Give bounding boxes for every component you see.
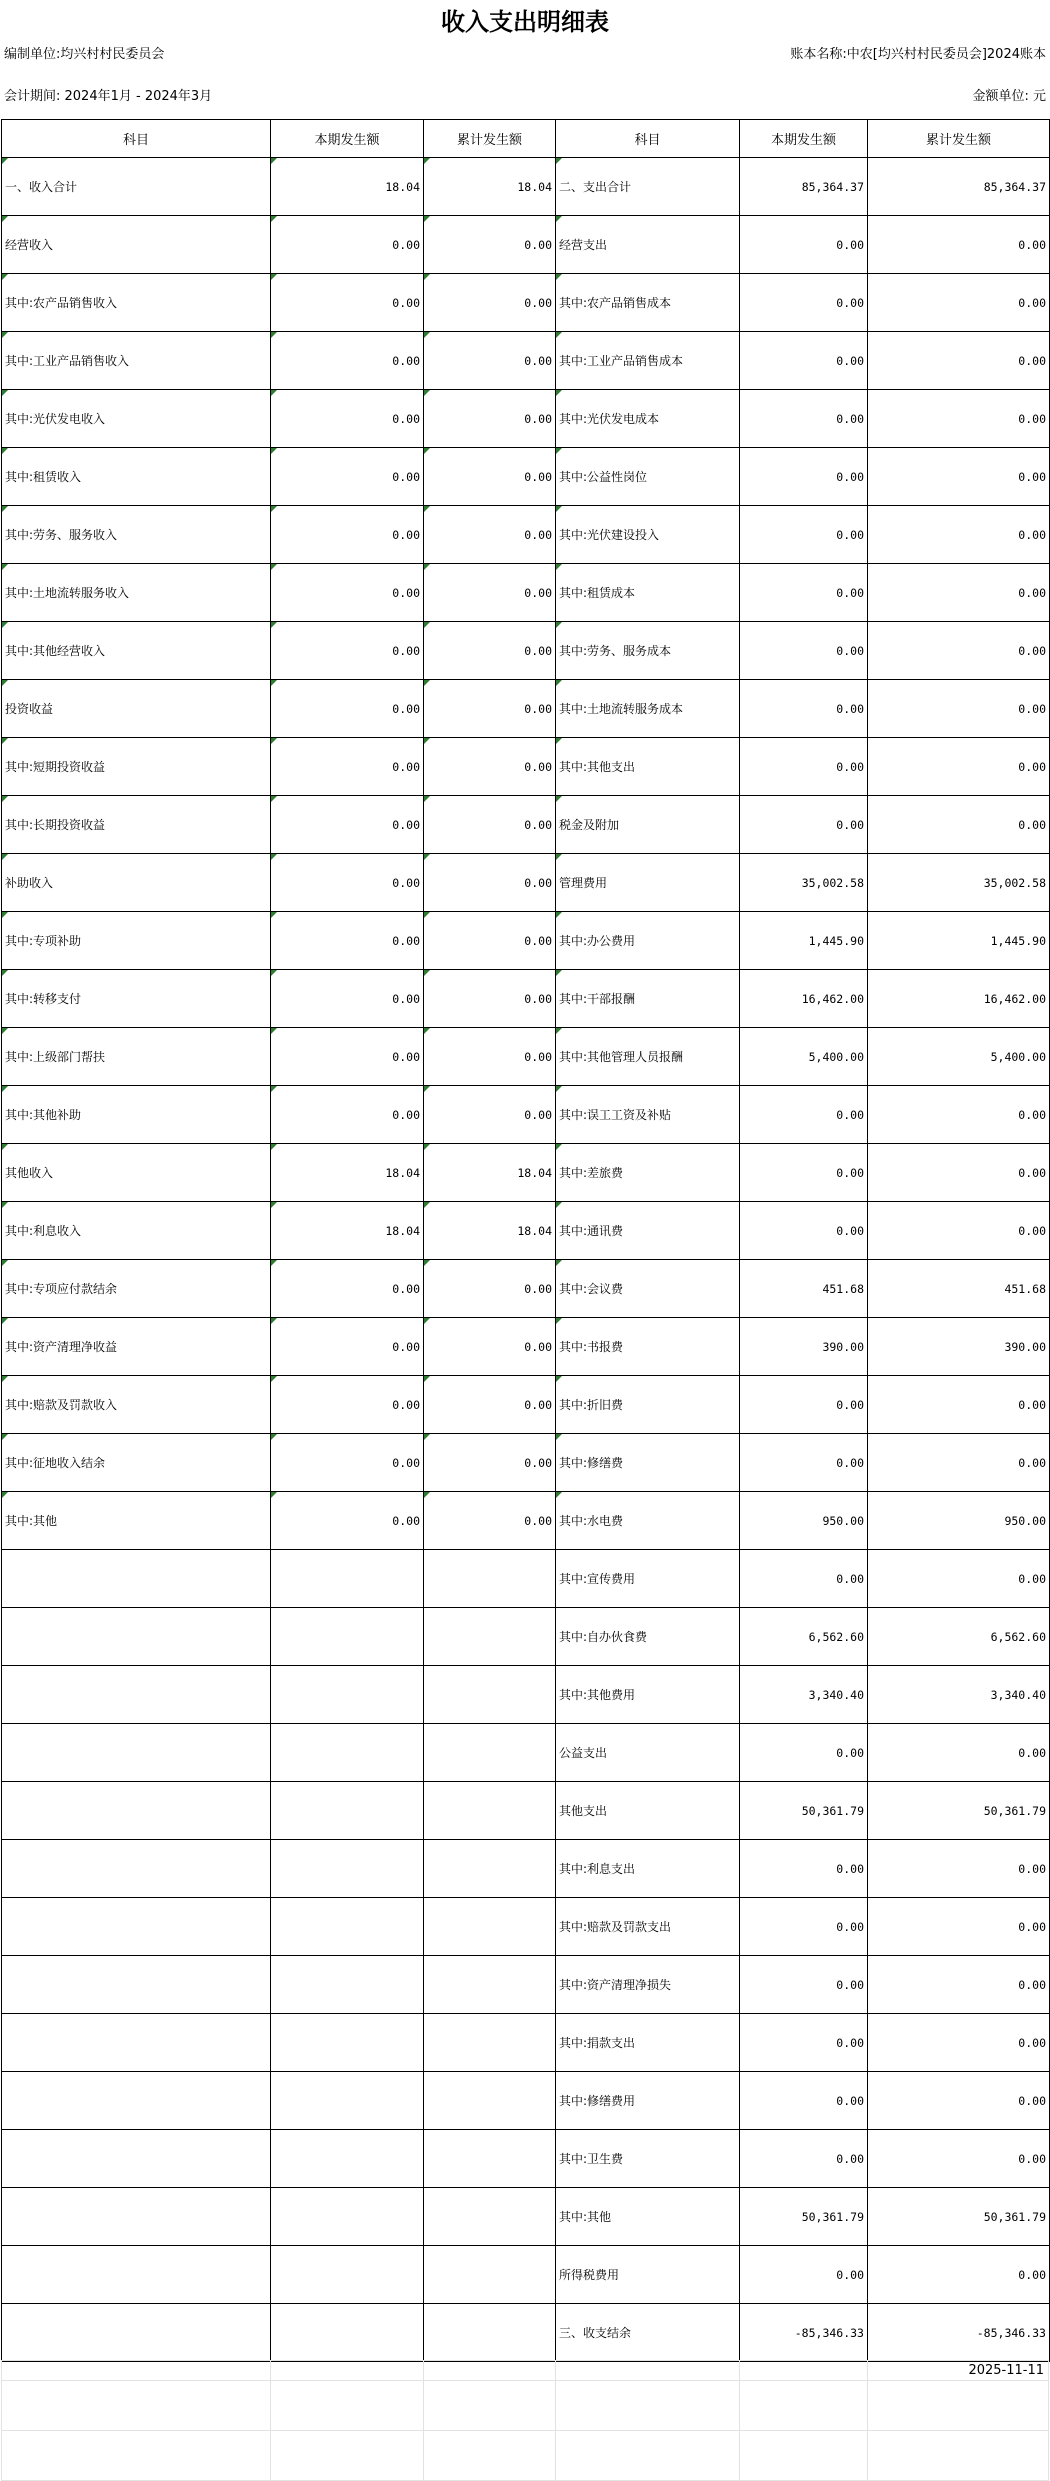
report-title: 收入支出明细表 [441, 8, 609, 36]
table-row [2, 1724, 1050, 1782]
income-cumulative-cell [424, 2246, 556, 2304]
income-subject-cell: 其中:农产品销售收入 [2, 274, 271, 332]
expense-current-cell: 0.00 [740, 1898, 868, 1956]
table-row [2, 1318, 1050, 1376]
income-cumulative-cell: 0.00 [424, 1028, 556, 1086]
expense-cumulative-cell: 0.00 [868, 1376, 1050, 1434]
expense-subject-cell: 其中:修缮费用 [556, 2072, 740, 2130]
expense-cumulative-cell: 0.00 [868, 2246, 1050, 2304]
income-cumulative-cell: 0.00 [424, 564, 556, 622]
income-current-cell: 0.00 [271, 1086, 424, 1144]
expense-current-cell: 0.00 [740, 1202, 868, 1260]
expense-subject-cell: 其中:会议费 [556, 1260, 740, 1318]
expense-cumulative-cell: 0.00 [868, 2072, 1050, 2130]
expense-current-cell: 0.00 [740, 564, 868, 622]
expense-subject-cell: 其中:水电费 [556, 1492, 740, 1550]
expense-subject-cell: 其中:卫生费 [556, 2130, 740, 2188]
table-row [2, 1086, 1050, 1144]
expense-cumulative-cell: 0.00 [868, 1898, 1050, 1956]
income-current-cell: 0.00 [271, 796, 424, 854]
income-cumulative-cell: 0.00 [424, 216, 556, 274]
expense-current-cell: 1,445.90 [740, 912, 868, 970]
expense-cumulative-cell: 451.68 [868, 1260, 1050, 1318]
income-current-cell: 0.00 [271, 564, 424, 622]
expense-cumulative-cell: 0.00 [868, 216, 1050, 274]
expense-current-cell: 3,340.40 [740, 1666, 868, 1724]
income-subject-cell [2, 1608, 271, 1666]
expense-subject-cell: 税金及附加 [556, 796, 740, 854]
expense-current-cell: 0.00 [740, 2072, 868, 2130]
income-subject-cell: 其中:专项应付款结余 [2, 1260, 271, 1318]
income-cumulative-cell: 0.00 [424, 912, 556, 970]
accounting-period: 会计期间: 2024年1月 - 2024年3月 [4, 89, 213, 104]
expense-current-cell: 5,400.00 [740, 1028, 868, 1086]
expense-current-cell: -85,346.33 [740, 2304, 868, 2362]
expense-cumulative-cell: 0.00 [868, 1434, 1050, 1492]
income-cumulative-cell: 0.00 [424, 1318, 556, 1376]
income-cumulative-cell: 18.04 [424, 1144, 556, 1202]
income-subject-cell [2, 2246, 271, 2304]
expense-subject-cell: 其中:其他管理人员报酬 [556, 1028, 740, 1086]
income-subject-cell: 其中:光伏发电收入 [2, 390, 271, 448]
expense-subject-cell: 其中:其他 [556, 2188, 740, 2246]
income-subject-cell [2, 1666, 271, 1724]
table-row [2, 2188, 1050, 2246]
account-name: 账本名称:中农[均兴村村民委员会]2024账本 [790, 47, 1046, 62]
income-subject-cell [2, 2014, 271, 2072]
expense-current-cell: 0.00 [740, 1550, 868, 1608]
expense-subject-cell: 其中:自办伙食费 [556, 1608, 740, 1666]
expense-cumulative-cell: 0.00 [868, 1550, 1050, 1608]
expense-cumulative-cell: 0.00 [868, 390, 1050, 448]
income-subject-cell: 其中:征地收入结余 [2, 1434, 271, 1492]
income-subject-cell: 其他收入 [2, 1144, 271, 1202]
expense-current-cell: 0.00 [740, 796, 868, 854]
income-subject-cell: 其中:上级部门帮扶 [2, 1028, 271, 1086]
table-row [2, 1898, 1050, 1956]
income-cumulative-cell [424, 1550, 556, 1608]
table-row [2, 680, 1050, 738]
income-current-cell: 0.00 [271, 1028, 424, 1086]
expense-cumulative-cell: 950.00 [868, 1492, 1050, 1550]
income-cumulative-cell [424, 1666, 556, 1724]
income-subject-cell: 其中:其他经营收入 [2, 622, 271, 680]
income-current-cell [271, 1550, 424, 1608]
table-row [2, 1202, 1050, 1260]
expense-current-cell: 390.00 [740, 1318, 868, 1376]
expense-cumulative-cell: 0.00 [868, 680, 1050, 738]
income-subject-cell: 其中:转移支付 [2, 970, 271, 1028]
income-current-cell: 0.00 [271, 332, 424, 390]
expense-cumulative-cell: 0.00 [868, 1724, 1050, 1782]
expense-subject-cell: 经营支出 [556, 216, 740, 274]
header-subject-expense: 科目 [556, 120, 740, 158]
table-row [2, 622, 1050, 680]
expense-current-cell: 451.68 [740, 1260, 868, 1318]
income-current-cell [271, 2246, 424, 2304]
income-current-cell: 18.04 [271, 1144, 424, 1202]
expense-subject-cell: 其中:差旅费 [556, 1144, 740, 1202]
expense-cumulative-cell: 0.00 [868, 622, 1050, 680]
income-current-cell [271, 1898, 424, 1956]
expense-cumulative-cell: 35,002.58 [868, 854, 1050, 912]
income-cumulative-cell: 0.00 [424, 970, 556, 1028]
income-cumulative-cell: 0.00 [424, 506, 556, 564]
income-cumulative-cell: 0.00 [424, 680, 556, 738]
income-cumulative-cell: 0.00 [424, 1260, 556, 1318]
table-row [2, 448, 1050, 506]
table-row [2, 1434, 1050, 1492]
expense-current-cell: 0.00 [740, 1956, 868, 2014]
expense-current-cell: 0.00 [740, 1086, 868, 1144]
income-subject-cell: 其中:资产清理净收益 [2, 1318, 271, 1376]
expense-cumulative-cell: 0.00 [868, 1144, 1050, 1202]
income-subject-cell [2, 2130, 271, 2188]
expense-subject-cell: 其中:宣传费用 [556, 1550, 740, 1608]
table-row [2, 2130, 1050, 2188]
table-row [2, 1492, 1050, 1550]
expense-current-cell: 0.00 [740, 332, 868, 390]
income-subject-cell [2, 1550, 271, 1608]
income-cumulative-cell: 0.00 [424, 390, 556, 448]
income-current-cell: 0.00 [271, 738, 424, 796]
income-subject-cell: 其中:利息收入 [2, 1202, 271, 1260]
expense-subject-cell: 其中:修缮费 [556, 1434, 740, 1492]
income-current-cell: 0.00 [271, 1434, 424, 1492]
table-row [2, 1782, 1050, 1840]
table-row [2, 854, 1050, 912]
footer-blank-grid [1, 2360, 1049, 2481]
income-subject-cell [2, 1840, 271, 1898]
income-cumulative-cell [424, 1956, 556, 2014]
expense-cumulative-cell: 0.00 [868, 506, 1050, 564]
income-current-cell [271, 1840, 424, 1898]
income-current-cell [271, 2130, 424, 2188]
expense-cumulative-cell: 0.00 [868, 332, 1050, 390]
expense-subject-cell: 其中:利息支出 [556, 1840, 740, 1898]
income-current-cell [271, 2072, 424, 2130]
table-row [2, 1144, 1050, 1202]
table-row [2, 738, 1050, 796]
income-cumulative-cell: 18.04 [424, 158, 556, 216]
table-row [2, 1028, 1050, 1086]
income-cumulative-cell [424, 2072, 556, 2130]
expense-subject-cell: 二、支出合计 [556, 158, 740, 216]
expense-subject-cell: 管理费用 [556, 854, 740, 912]
income-cumulative-cell [424, 2014, 556, 2072]
expense-cumulative-cell: 0.00 [868, 796, 1050, 854]
income-current-cell: 0.00 [271, 216, 424, 274]
expense-cumulative-cell: 3,340.40 [868, 1666, 1050, 1724]
expense-current-cell: 0.00 [740, 1144, 868, 1202]
income-cumulative-cell: 0.00 [424, 274, 556, 332]
income-subject-cell: 一、收入合计 [2, 158, 271, 216]
header-subject-income: 科目 [2, 120, 271, 158]
income-cumulative-cell [424, 1840, 556, 1898]
income-subject-cell [2, 2188, 271, 2246]
expense-subject-cell: 三、收支结余 [556, 2304, 740, 2362]
expense-current-cell: 6,562.60 [740, 1608, 868, 1666]
income-subject-cell: 投资收益 [2, 680, 271, 738]
table-row [2, 1956, 1050, 2014]
income-current-cell [271, 1782, 424, 1840]
expense-current-cell: 0.00 [740, 1840, 868, 1898]
expense-cumulative-cell: 50,361.79 [868, 1782, 1050, 1840]
table-row [2, 1550, 1050, 1608]
income-subject-cell: 其中:租赁收入 [2, 448, 271, 506]
income-cumulative-cell: 0.00 [424, 622, 556, 680]
income-current-cell [271, 2304, 424, 2362]
income-current-cell [271, 1666, 424, 1724]
expense-subject-cell: 其中:办公费用 [556, 912, 740, 970]
expense-subject-cell: 其他支出 [556, 1782, 740, 1840]
income-cumulative-cell [424, 1724, 556, 1782]
income-subject-cell [2, 2304, 271, 2362]
print-date: 2025-11-11 [968, 2363, 1044, 2378]
expense-current-cell: 50,361.79 [740, 2188, 868, 2246]
income-cumulative-cell: 0.00 [424, 796, 556, 854]
expense-current-cell: 0.00 [740, 1724, 868, 1782]
table-row [2, 158, 1050, 216]
expense-subject-cell: 其中:捐款支出 [556, 2014, 740, 2072]
expense-cumulative-cell: 16,462.00 [868, 970, 1050, 1028]
income-current-cell: 0.00 [271, 680, 424, 738]
income-subject-cell [2, 1898, 271, 1956]
expense-subject-cell: 其中:干部报酬 [556, 970, 740, 1028]
expense-subject-cell: 其中:光伏建设投入 [556, 506, 740, 564]
table-row [2, 332, 1050, 390]
expense-subject-cell: 其中:通讯费 [556, 1202, 740, 1260]
income-current-cell [271, 1608, 424, 1666]
compiler-unit: 编制单位:均兴村村民委员会 [4, 47, 165, 62]
expense-subject-cell: 其中:工业产品销售成本 [556, 332, 740, 390]
table-row [2, 2304, 1050, 2362]
header-cumulative-income: 累计发生额 [424, 120, 556, 158]
expense-cumulative-cell: 0.00 [868, 564, 1050, 622]
table-row [2, 970, 1050, 1028]
expense-current-cell: 0.00 [740, 274, 868, 332]
expense-current-cell: 0.00 [740, 1376, 868, 1434]
expense-current-cell: 0.00 [740, 1434, 868, 1492]
expense-current-cell: 16,462.00 [740, 970, 868, 1028]
income-cumulative-cell [424, 1608, 556, 1666]
income-subject-cell: 其中:其他 [2, 1492, 271, 1550]
expense-current-cell: 85,364.37 [740, 158, 868, 216]
income-current-cell: 0.00 [271, 274, 424, 332]
header-cumulative-expense: 累计发生额 [868, 120, 1050, 158]
income-current-cell: 0.00 [271, 854, 424, 912]
income-current-cell [271, 1724, 424, 1782]
income-current-cell: 18.04 [271, 158, 424, 216]
expense-subject-cell: 其中:公益性岗位 [556, 448, 740, 506]
expense-subject-cell: 其中:折旧费 [556, 1376, 740, 1434]
income-subject-cell: 经营收入 [2, 216, 271, 274]
income-subject-cell [2, 1724, 271, 1782]
table-header-row [2, 120, 1050, 158]
money-unit: 金额单位: 元 [972, 89, 1046, 104]
expense-current-cell: 50,361.79 [740, 1782, 868, 1840]
expense-subject-cell: 其中:其他支出 [556, 738, 740, 796]
income-cumulative-cell [424, 2188, 556, 2246]
expense-current-cell: 0.00 [740, 2246, 868, 2304]
income-current-cell [271, 2014, 424, 2072]
income-cumulative-cell [424, 2304, 556, 2362]
income-cumulative-cell [424, 2130, 556, 2188]
income-subject-cell: 其中:工业产品销售收入 [2, 332, 271, 390]
expense-current-cell: 0.00 [740, 506, 868, 564]
expense-cumulative-cell: 85,364.37 [868, 158, 1050, 216]
expense-subject-cell: 其中:资产清理净损失 [556, 1956, 740, 2014]
expense-current-cell: 35,002.58 [740, 854, 868, 912]
table-row [2, 1666, 1050, 1724]
expense-subject-cell: 其中:误工工资及补贴 [556, 1086, 740, 1144]
income-cumulative-cell: 0.00 [424, 332, 556, 390]
expense-subject-cell: 其中:劳务、服务成本 [556, 622, 740, 680]
income-current-cell: 0.00 [271, 390, 424, 448]
table-row [2, 506, 1050, 564]
income-subject-cell: 补助收入 [2, 854, 271, 912]
income-cumulative-cell [424, 1782, 556, 1840]
income-subject-cell [2, 1956, 271, 2014]
income-current-cell: 0.00 [271, 970, 424, 1028]
expense-cumulative-cell: 0.00 [868, 1840, 1050, 1898]
expense-current-cell: 0.00 [740, 2130, 868, 2188]
expense-cumulative-cell: 0.00 [868, 2130, 1050, 2188]
expense-subject-cell: 公益支出 [556, 1724, 740, 1782]
expense-current-cell: 0.00 [740, 680, 868, 738]
table-row [2, 564, 1050, 622]
income-current-cell [271, 2188, 424, 2246]
expense-subject-cell: 其中:农产品销售成本 [556, 274, 740, 332]
expense-cumulative-cell: 0.00 [868, 448, 1050, 506]
expense-cumulative-cell: 0.00 [868, 738, 1050, 796]
expense-current-cell: 0.00 [740, 216, 868, 274]
income-cumulative-cell: 0.00 [424, 854, 556, 912]
table-row [2, 1608, 1050, 1666]
expense-cumulative-cell: 390.00 [868, 1318, 1050, 1376]
header-current-expense: 本期发生额 [740, 120, 868, 158]
income-current-cell: 0.00 [271, 506, 424, 564]
income-current-cell: 0.00 [271, 448, 424, 506]
income-subject-cell: 其中:长期投资收益 [2, 796, 271, 854]
expense-cumulative-cell: 50,361.79 [868, 2188, 1050, 2246]
table-row [2, 2072, 1050, 2130]
income-current-cell [271, 1956, 424, 2014]
table-row [2, 1376, 1050, 1434]
expense-cumulative-cell: -85,346.33 [868, 2304, 1050, 2362]
header-current-income: 本期发生额 [271, 120, 424, 158]
income-cumulative-cell: 0.00 [424, 1086, 556, 1144]
table-body [2, 158, 1050, 2362]
expense-cumulative-cell: 0.00 [868, 2014, 1050, 2072]
income-current-cell: 0.00 [271, 622, 424, 680]
income-cumulative-cell: 0.00 [424, 1376, 556, 1434]
expense-subject-cell: 其中:其他费用 [556, 1666, 740, 1724]
expense-current-cell: 0.00 [740, 390, 868, 448]
income-cumulative-cell: 0.00 [424, 448, 556, 506]
income-subject-cell [2, 2072, 271, 2130]
income-cumulative-cell: 0.00 [424, 1434, 556, 1492]
table-row [2, 2246, 1050, 2304]
income-subject-cell: 其中:短期投资收益 [2, 738, 271, 796]
income-current-cell: 0.00 [271, 912, 424, 970]
expense-cumulative-cell: 0.00 [868, 1956, 1050, 2014]
table-row [2, 274, 1050, 332]
expense-subject-cell: 其中:土地流转服务成本 [556, 680, 740, 738]
expense-subject-cell: 所得税费用 [556, 2246, 740, 2304]
table-row [2, 216, 1050, 274]
income-cumulative-cell: 18.04 [424, 1202, 556, 1260]
income-cumulative-cell [424, 1898, 556, 1956]
expense-cumulative-cell: 1,445.90 [868, 912, 1050, 970]
expense-subject-cell: 其中:光伏发电成本 [556, 390, 740, 448]
expense-cumulative-cell: 0.00 [868, 1086, 1050, 1144]
expense-cumulative-cell: 5,400.00 [868, 1028, 1050, 1086]
table-row [2, 912, 1050, 970]
table-row [2, 796, 1050, 854]
expense-cumulative-cell: 0.00 [868, 274, 1050, 332]
expense-current-cell: 0.00 [740, 622, 868, 680]
table-row [2, 1260, 1050, 1318]
table-row [2, 2014, 1050, 2072]
income-subject-cell: 其中:赔款及罚款收入 [2, 1376, 271, 1434]
income-subject-cell: 其中:土地流转服务收入 [2, 564, 271, 622]
income-current-cell: 18.04 [271, 1202, 424, 1260]
expense-subject-cell: 其中:赔款及罚款支出 [556, 1898, 740, 1956]
income-cumulative-cell: 0.00 [424, 738, 556, 796]
table-row [2, 390, 1050, 448]
income-current-cell: 0.00 [271, 1318, 424, 1376]
expense-subject-cell: 其中:书报费 [556, 1318, 740, 1376]
table-row [2, 1840, 1050, 1898]
income-expense-table [1, 119, 1050, 2362]
expense-subject-cell: 其中:租赁成本 [556, 564, 740, 622]
income-subject-cell: 其中:其他补助 [2, 1086, 271, 1144]
expense-current-cell: 0.00 [740, 2014, 868, 2072]
income-subject-cell [2, 1782, 271, 1840]
income-current-cell: 0.00 [271, 1260, 424, 1318]
income-cumulative-cell: 0.00 [424, 1492, 556, 1550]
income-current-cell: 0.00 [271, 1492, 424, 1550]
income-subject-cell: 其中:劳务、服务收入 [2, 506, 271, 564]
expense-current-cell: 950.00 [740, 1492, 868, 1550]
income-subject-cell: 其中:专项补助 [2, 912, 271, 970]
expense-cumulative-cell: 6,562.60 [868, 1608, 1050, 1666]
income-current-cell: 0.00 [271, 1376, 424, 1434]
expense-current-cell: 0.00 [740, 448, 868, 506]
expense-current-cell: 0.00 [740, 738, 868, 796]
expense-cumulative-cell: 0.00 [868, 1202, 1050, 1260]
